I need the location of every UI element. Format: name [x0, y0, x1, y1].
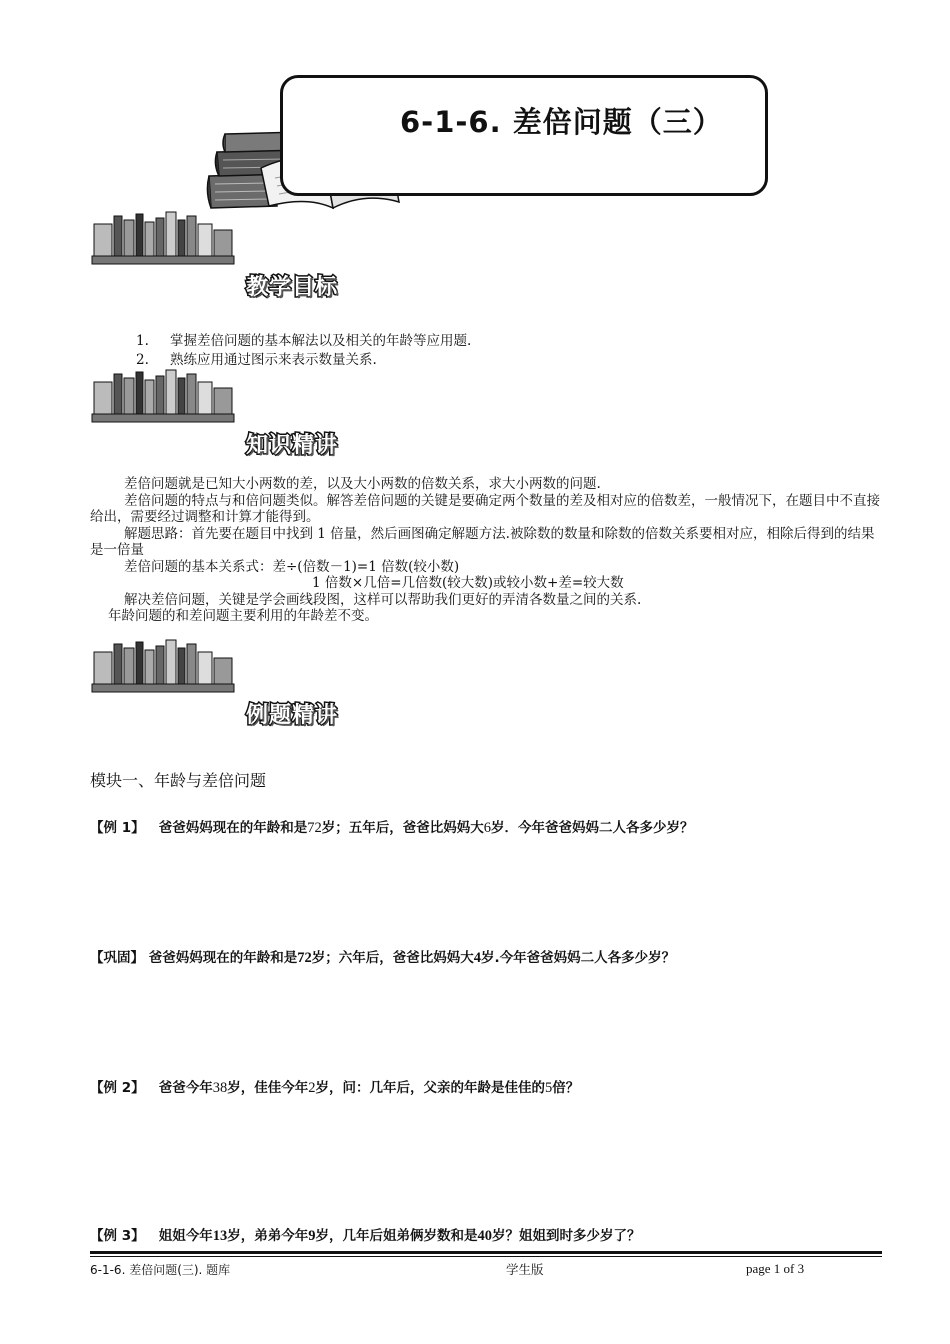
question-text: 倍？	[552, 1080, 580, 1096]
question-example-2	[90, 1076, 579, 1097]
question-number: 6	[483, 820, 491, 836]
question-text: 姐姐今年	[158, 1228, 213, 1244]
question-text: 爸爸妈妈现在的年龄和是	[148, 950, 298, 966]
question-number: 72	[297, 950, 312, 966]
knowledge-body	[90, 476, 885, 625]
list-item	[136, 332, 471, 351]
formula-line: 1 倍数×几倍=几倍数(较大数)或较小数+差=较大数	[312, 575, 624, 591]
question-text: 岁？姐姐到时多少岁了？	[491, 1228, 641, 1244]
question-number: 5	[544, 1080, 553, 1096]
question-number: 38	[212, 1080, 228, 1096]
bookshelf-icon	[90, 638, 236, 698]
question-number: 2	[308, 1080, 316, 1096]
paragraph: 差倍问题的特点与和倍问题类似。解答差倍问题的关键是要确定两个数量的差及相对应的倍数差，一般情况下，在题目中不直接给出，需要经过调整和计算才能得到。	[90, 492, 880, 525]
question-tag: 【巩固】	[90, 950, 144, 966]
paragraph: 年龄问题的和差问题主要利用的年龄差不变。	[108, 608, 378, 624]
list-text: 熟练应用通过图示来表示数量关系.	[170, 352, 377, 368]
question-text: 岁，佳佳今年	[227, 1080, 309, 1096]
footer-edition: 学生版	[506, 1262, 544, 1277]
section-label-knowledge: 知识精讲	[246, 433, 339, 458]
question-text: 岁.今年爸爸妈妈二人各多少岁？	[480, 950, 676, 966]
question-number: 72	[307, 820, 322, 836]
bookshelf-icon	[90, 210, 236, 270]
question-text: 岁；五年后，爸爸比妈妈大	[321, 820, 484, 836]
question-text: 岁．今年爸爸妈妈二人各多少岁？	[490, 820, 694, 836]
question-tag: 【例 2】	[90, 1080, 145, 1096]
paragraph: 解决差倍问题，关键是学会画线段图，这样可以帮助我们更好的弄清各数量之间的关系.	[124, 591, 642, 608]
footer-doc-name: 6-1-6. 差倍问题(三). 题库	[90, 1263, 231, 1277]
list-number: 2.	[136, 352, 149, 368]
question-number: 9	[308, 1228, 316, 1244]
paragraph: 差倍问题的基本关系式：差÷(倍数－1)=1 倍数(较小数)	[124, 558, 460, 575]
question-text: 岁，几年后姐弟俩岁数和是	[315, 1228, 478, 1244]
question-text: 岁，问：几年后，父亲的年龄是佳佳的	[315, 1080, 545, 1096]
question-text: 岁，弟弟今年	[227, 1228, 309, 1244]
list-number: 1.	[136, 333, 149, 349]
question-number: 13	[212, 1228, 228, 1244]
objectives-list	[136, 332, 471, 370]
question-text: 爸爸今年	[158, 1080, 213, 1096]
question-example-3	[90, 1224, 640, 1245]
paragraph: 差倍问题就是已知大小两数的差，以及大小两数的倍数关系，求大小两数的问题.	[124, 476, 601, 492]
footer-rule-thick	[90, 1251, 882, 1254]
page-title: 6-1-6. 差倍问题（三）	[400, 105, 723, 139]
question-tag: 【例 1】	[90, 820, 145, 836]
bookshelf-icon	[90, 368, 236, 428]
section-label-objectives: 教学目标	[246, 275, 339, 300]
footer-page-number: page 1 of 3	[746, 1261, 805, 1276]
module-title: 模块一、年龄与差倍问题	[90, 771, 267, 790]
question-text: 爸爸妈妈现在的年龄和是	[158, 820, 308, 836]
question-number: 40	[477, 1228, 492, 1244]
question-text: 岁；六年后，爸爸比妈妈大	[311, 950, 474, 966]
footer-rule-thin	[90, 1256, 882, 1257]
question-tag: 【例 3】	[90, 1228, 145, 1244]
list-text: 掌握差倍问题的基本解法以及相关的年龄等应用题.	[170, 333, 472, 349]
question-practice	[90, 946, 675, 967]
section-label-examples: 例题精讲	[246, 703, 339, 728]
paragraph: 解题思路：首先要在题目中找到 1 倍量，然后画图确定解题方法.被除数的数量和除数的倍数关系要相对应，相除后得到的结果是一倍量	[90, 525, 875, 558]
question-number: 4	[473, 950, 481, 966]
question-example-1	[90, 816, 693, 837]
